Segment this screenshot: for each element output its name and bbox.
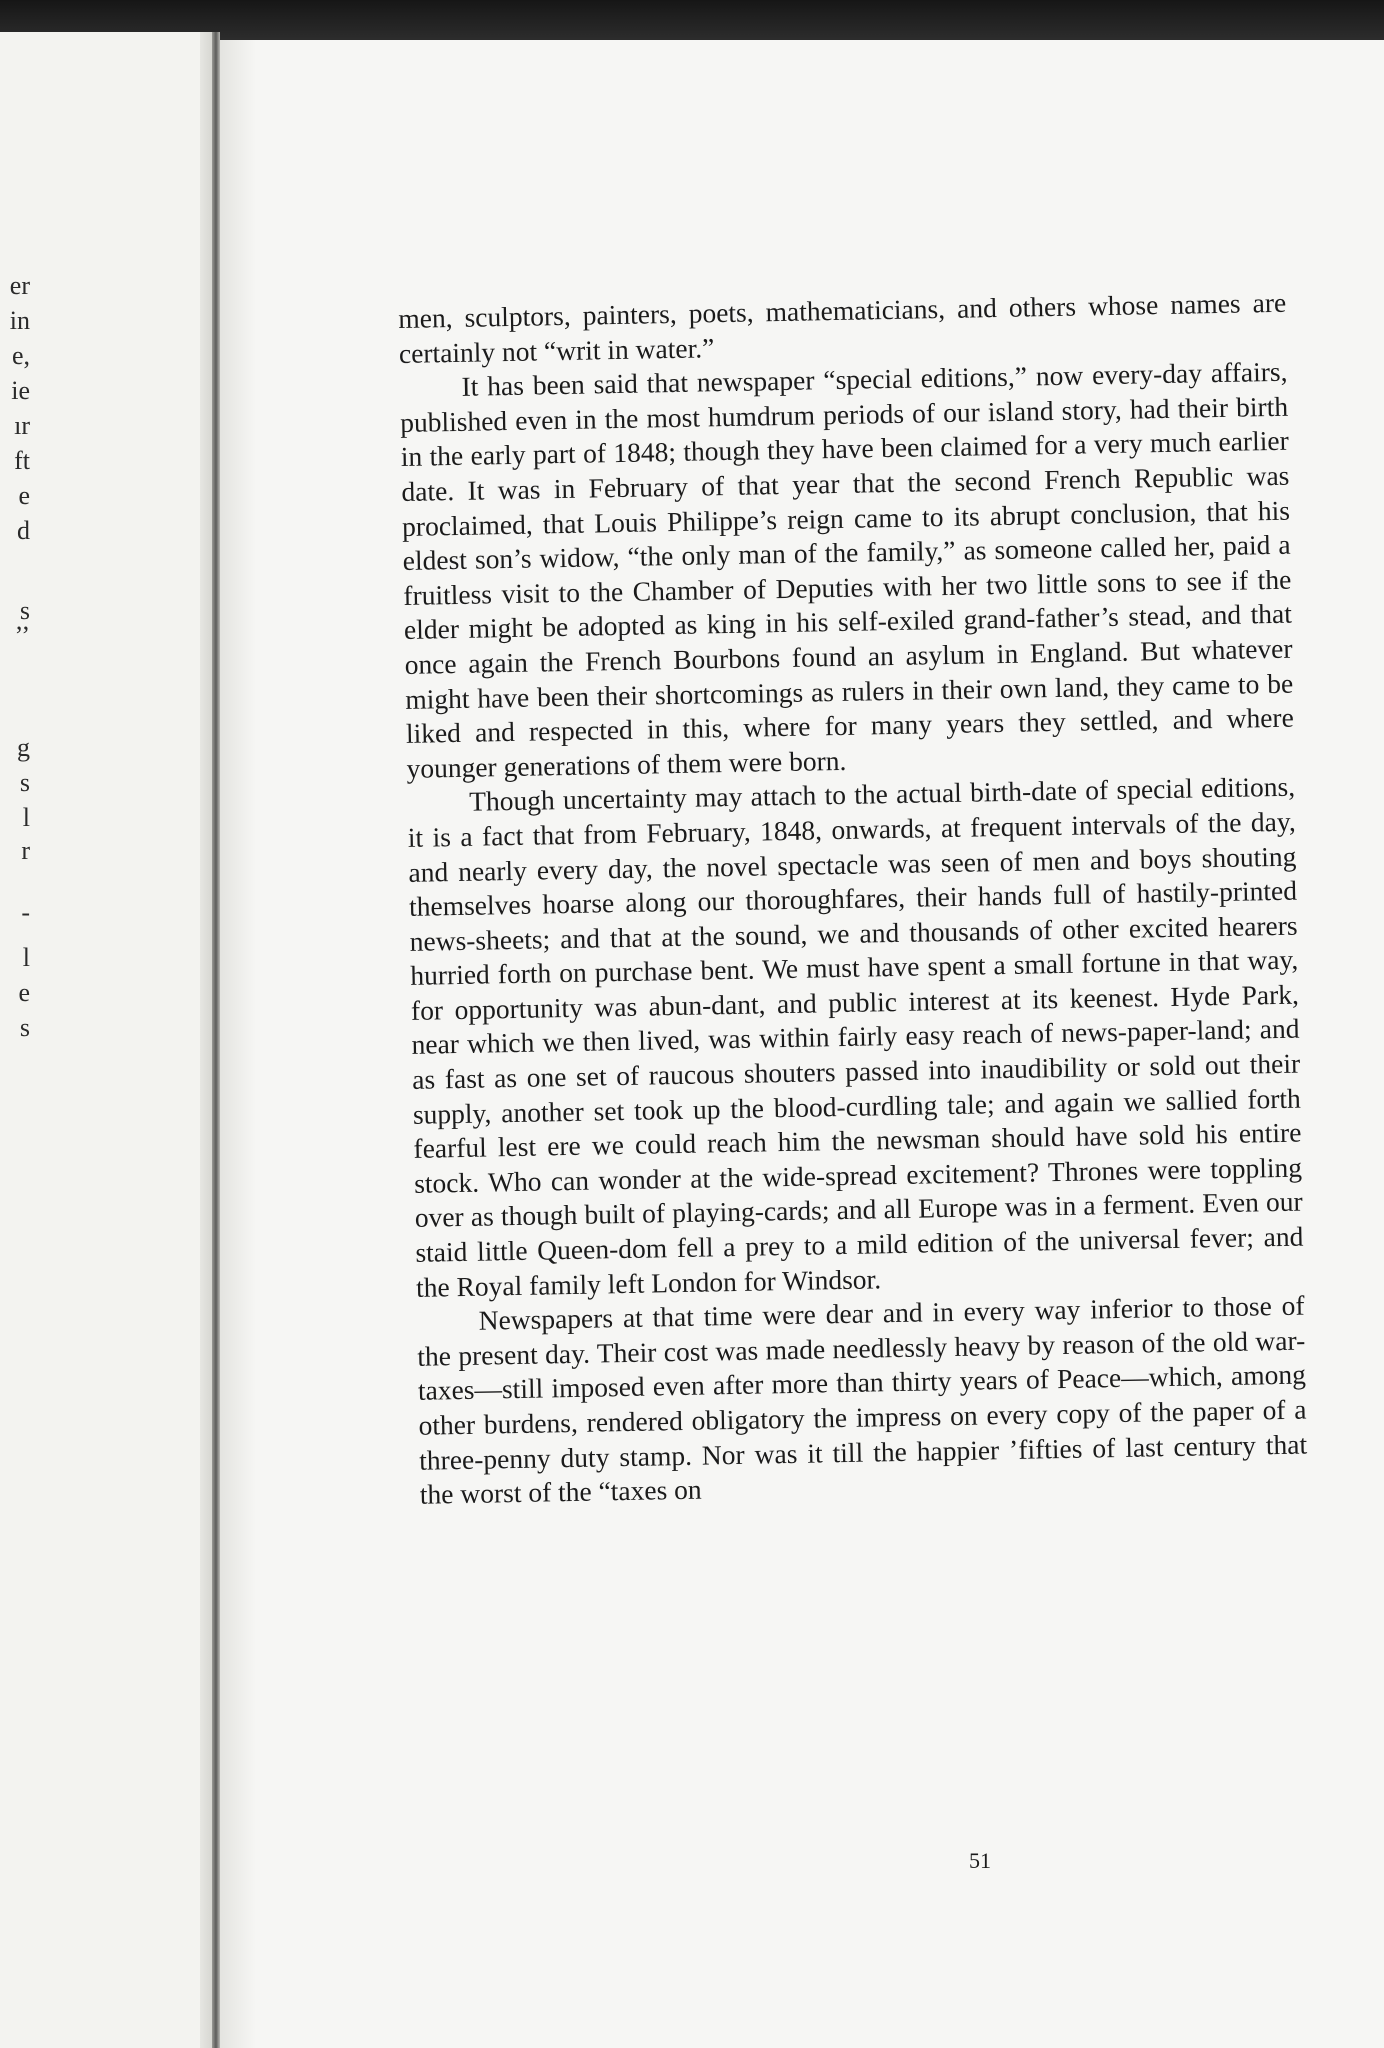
left-page-fragment: e, bbox=[11, 341, 30, 370]
paragraph: men, sculptors, painters, poets, mathematicians, and others whose names are certainly not “writ in water.” bbox=[398, 286, 1287, 369]
left-page-fragment: ’’ bbox=[14, 621, 30, 650]
left-page-fragment: g bbox=[17, 733, 30, 762]
left-page-fragment: ır bbox=[14, 411, 30, 440]
left-page-fragment: l bbox=[22, 803, 30, 832]
body-text bbox=[398, 286, 1308, 1513]
left-page-fragment: er bbox=[9, 271, 30, 300]
paragraph: It has been said that newspaper “special editions,” now every-day affairs, published even in the most humdrum periods of our island story, had their birth in the early part of 1848; though they have been claimed for a very much earlier date. It was in February of that year that the second French Republic was proclaimed, that Louis Philippe’s reign came to its abrupt conclusion, that his eldest son’s widow, “the only man of the family,” as someone called her, paid a fruitless visit to the Chamber of Deputies with her two little sons to see if the elder might be adopted as king in his self-exiled grand-father’s stead, and that once again the French Bourbons found an asylum in England. But whatever might have been their shortcomings as rulers in their own land, they came to be liked and respected in this, where for many years they settled, and where younger generations of them were born. bbox=[399, 355, 1295, 784]
left-page-fragment: e bbox=[18, 978, 30, 1007]
left-page-edge bbox=[200, 32, 212, 2048]
paragraph: Newspapers at that time were dear and in every way inferior to those of the present day. Their cost was made needlessly heavy by reason of the old war-taxes—still imposed even after more than thirty years of Peace—which, among other burdens, rendered obligatory the impress on every copy of the paper of a three-penny duty stamp. Nor was it till the happier ’fifties of last century that the worst of the “taxes on bbox=[417, 1289, 1308, 1510]
right-page bbox=[220, 40, 1384, 2048]
left-page-fragment: l bbox=[22, 943, 30, 972]
left-page-fragment: r bbox=[21, 836, 30, 865]
left-page-fragment: s bbox=[19, 596, 30, 625]
left-page-fragment: in bbox=[9, 306, 30, 335]
left-page-fragment: e bbox=[18, 481, 30, 510]
left-page-fragment: ie bbox=[11, 376, 30, 405]
left-page bbox=[0, 32, 212, 2048]
left-page-fragment: d bbox=[17, 516, 30, 545]
book-gutter bbox=[212, 32, 220, 2048]
left-page-fragment: s bbox=[19, 768, 30, 797]
page-number: 51 bbox=[969, 1848, 991, 1873]
gutter-shade bbox=[220, 40, 256, 2048]
left-page-fragment: ft bbox=[14, 446, 30, 475]
left-page-fragment: s bbox=[19, 1013, 30, 1042]
left-page-fragment: - bbox=[21, 898, 30, 927]
paragraph: Though uncertainty may attach to the actual birth-date of special editions, it is a fact that from February, 1848, onwards, at frequent intervals of the day, and nearly every day, the novel spectacle was seen of men and boys shouting themselves hoarse along our thoroughfares, their hands full of hastily-printed news-sheets; and that at the sound, we and thousands of other excited hearers hurried forth on purchase bent. We must have spent a small fortune in that way, for opportunity was abun-dant, and public interest at its keenest. Hyde Park, near which we then lived, was within fairly easy reach of news-paper-land; and as fast as one set of raucous shouters passed into inaudibility or sold out their supply, another set took up the blood-curdling tale; and again we sallied forth fearful lest ere we could reach him the newsman should have sold his entire stock. Who can wonder at the wide-spread excitement? Thrones were toppling over as though built of playing-cards; and all Europe was in a ferment. Even our staid little Queen-dom fell a prey to a mild edition of the universal fever; and the Royal family left London for Windsor. bbox=[407, 770, 1304, 1303]
